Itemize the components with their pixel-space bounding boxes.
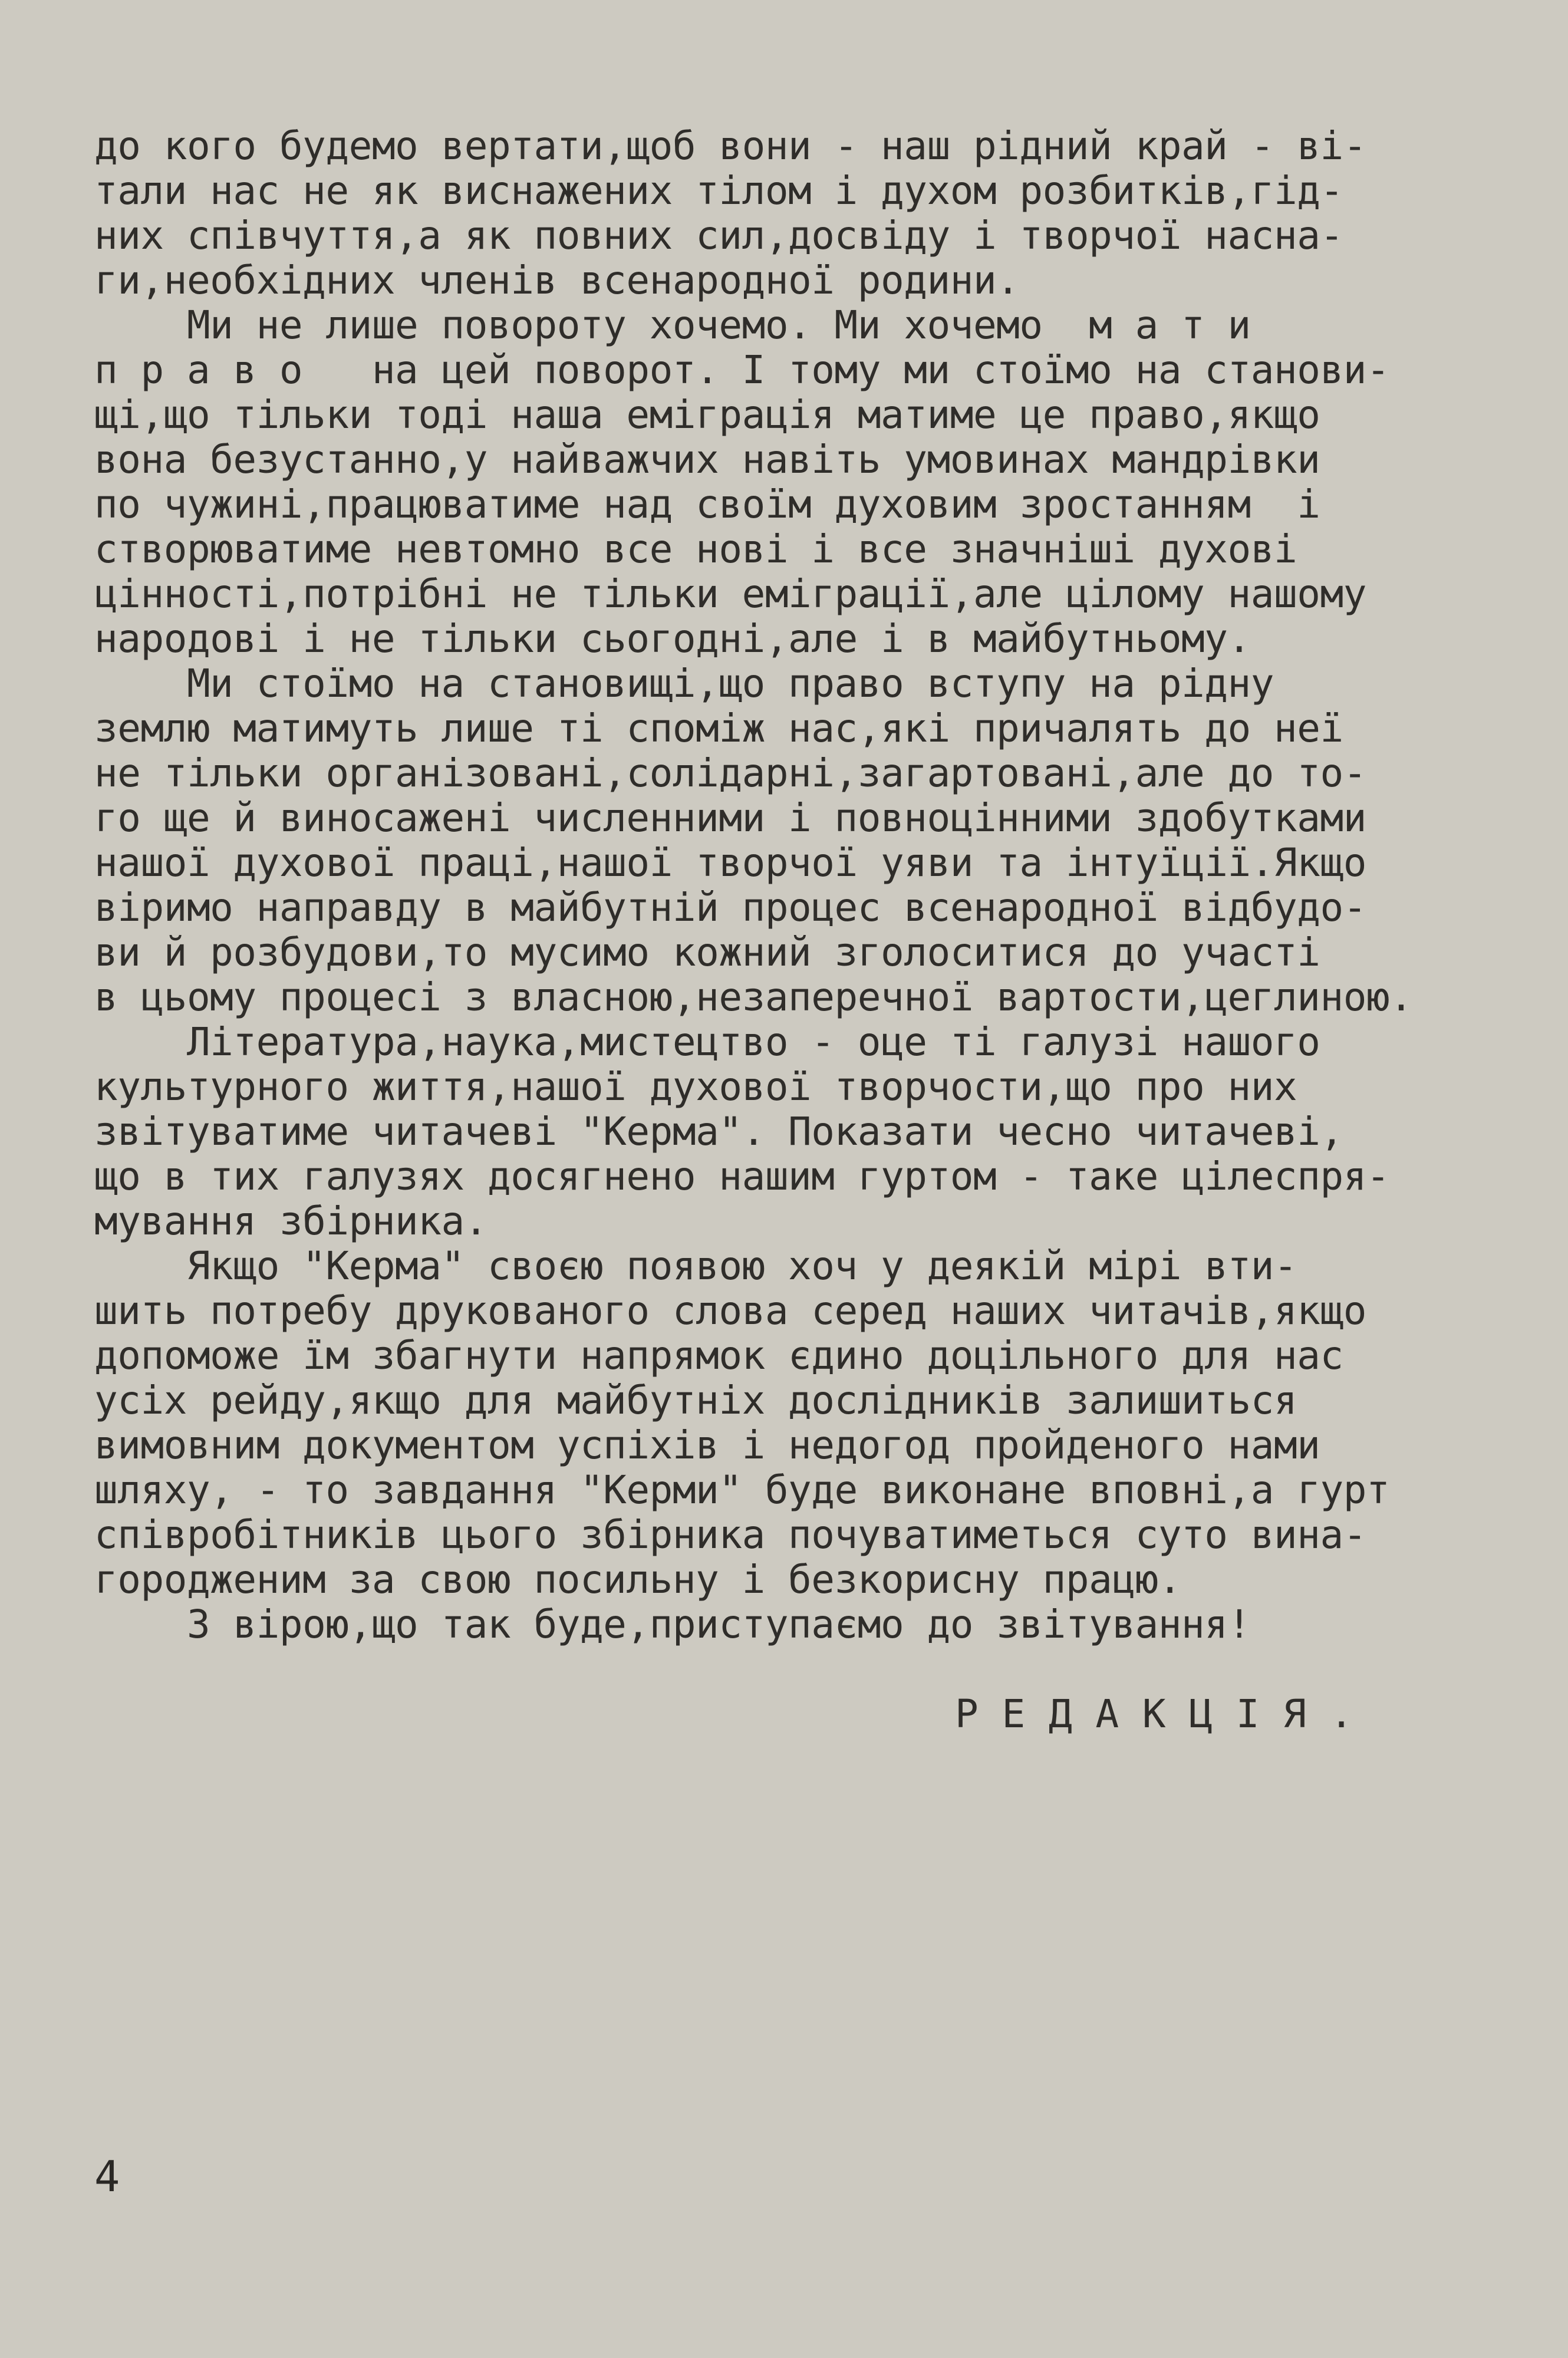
- text-line: що в тих галузях досягнено нашим гуртом - таке цілеспря-: [94, 1154, 1390, 1199]
- body-text: [94, 124, 1509, 1647]
- text-line: городженим за свою посильну і безкорисну працю.: [94, 1557, 1182, 1602]
- text-line: допоможе їм збагнути напрямок єдино доцільного для нас: [94, 1333, 1343, 1378]
- text-line: усіх рейду,якщо для майбутніх дослідників залишиться: [94, 1378, 1297, 1423]
- text-line: вона безустанно,у найважчих навіть умовинах мандрівки: [94, 437, 1320, 482]
- text-line: по чужині,працюватиме над своїм духовим зростанням і: [94, 482, 1320, 527]
- text-line: Якщо "Керма" своєю появою хоч у деякій мірі вти-: [94, 1244, 1297, 1289]
- text-line: ги,необхідних членів всенародної родини.: [94, 258, 1020, 303]
- text-line: в цьому процесі з власною,незаперечної вартости,цеглиною.: [94, 975, 1413, 1020]
- text-line: нашої духової праці,нашої творчої уяви та інтуїції.Якщо: [94, 841, 1366, 885]
- text-line: землю матимуть лише ті споміж нас,які причалять до неї: [94, 706, 1343, 751]
- text-line: вимовним документом успіхів і недогод пройденого нами: [94, 1423, 1320, 1468]
- page-number: 4: [94, 2152, 120, 2201]
- text-line: Ми стоїмо на становищі,що право вступу на рідну: [94, 661, 1274, 706]
- text-line: народові і не тільки сьогодні,але і в майбутньому.: [94, 617, 1251, 661]
- text-line: віримо направду в майбутній процес всенародної відбудо-: [94, 885, 1366, 930]
- text-line: співробітників цього збірника почуватиметься суто вина-: [94, 1513, 1366, 1557]
- text-line: до кого будемо вертати,щоб вони - наш рідний край - ві-: [94, 124, 1366, 169]
- text-line: п р а в о на цей поворот. І тому ми стоїмо на станови-: [94, 348, 1390, 393]
- text-line: звітуватиме читачеві "Керма". Показати чесно читачеві,: [94, 1109, 1343, 1154]
- text-line: ви й розбудови,то мусимо кожний зголоситися до участі: [94, 930, 1320, 975]
- text-line: Література,наука,мистецтво - оце ті галузі нашого: [94, 1020, 1320, 1065]
- text-line: щі,що тільки тоді наша еміграція матиме це право,якщо: [94, 393, 1320, 437]
- text-line: З вірою,що так буде,приступаємо до звітування!: [94, 1602, 1251, 1647]
- text-line: культурного життя,нашої духової творчости,що про них: [94, 1065, 1297, 1109]
- text-line: тали нас не як виснажених тілом і духом розбитків,гід-: [94, 169, 1343, 213]
- text-line: них співчуття,а як повних сил,досвіду і творчої насна-: [94, 213, 1343, 258]
- text-line: шить потребу друкованого слова серед наших читачів,якщо: [94, 1289, 1366, 1333]
- text-line: цінності,потрібні не тільки еміграції,але цілому нашому: [94, 572, 1366, 617]
- editorial-signature: Р Е Д А К Ц І Я .: [955, 1691, 1353, 1737]
- text-line: не тільки організовані,солідарні,загартовані,але до то-: [94, 751, 1366, 796]
- text-line: шляху, - то завдання "Керми" буде виконане вповні,а гурт: [94, 1468, 1390, 1513]
- text-line: го ще й виносажені численними і повноцінними здобутками: [94, 796, 1366, 841]
- text-line: створюватиме невтомно все нові і все значніші духові: [94, 527, 1297, 572]
- text-line: мування збірника.: [94, 1199, 488, 1244]
- text-line: Ми не лише повороту хочемо. Ми хочемо м а т и: [94, 303, 1251, 348]
